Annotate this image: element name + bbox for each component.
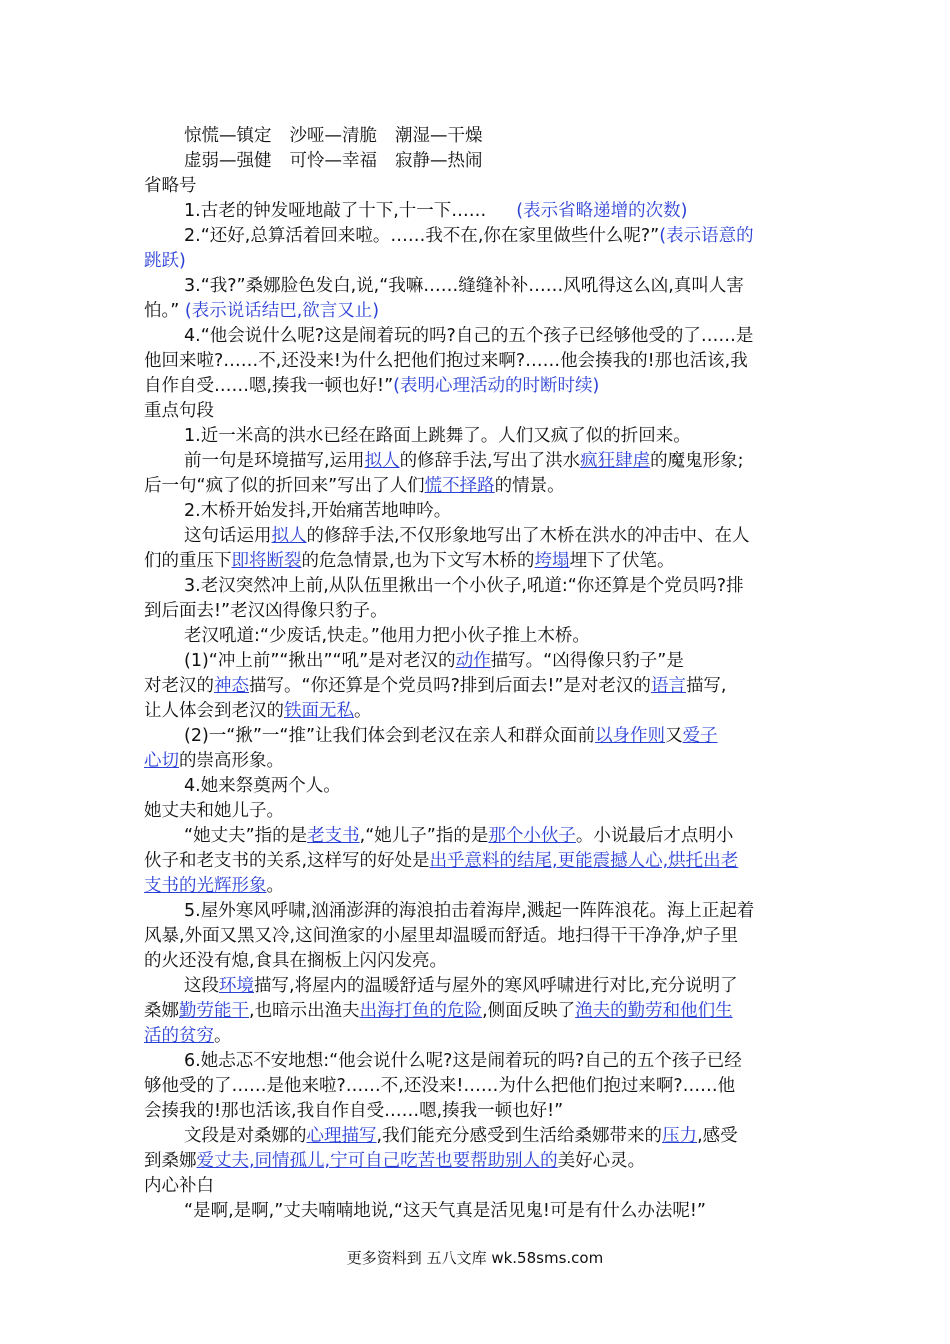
inner-monologue-line: “是啊,是啊,”丈夫喃喃地说,“这天气真是活见鬼!可是有什么办法呢!” xyxy=(184,1201,706,1221)
key-sentence-6: 6.她忐忑不安地想:“他会说什么呢?这是闹着玩的吗?自己的五个孩子已经 xyxy=(184,1051,742,1071)
ellipsis-item-4-cont: 他回来啦?……不,还没来!为什么把他们抱过来啊?……他会揍我的!那也活该,我 xyxy=(144,351,748,371)
key-sentence-3: 3.老汉突然冲上前,从队伍里揪出一个小伙子,吼道:“你还算是个党员吗?排 xyxy=(184,576,744,596)
key-sentence-1: 1.近一米高的洪水已经在路面上跳舞了。人们又疯了似的折回来。 xyxy=(184,426,691,446)
key-sentence-3-cont: 到后面去!”老汉凶得像只豹子。 xyxy=(144,601,388,621)
analysis-3-2-cont: 心切的崇高形象。 xyxy=(144,751,284,771)
analysis-3-2: (2)一“揪”一“推”让我们体会到老汉在亲人和群众面前以身作则又爱子 xyxy=(184,726,718,746)
key-sentence-6-cont: 够他受的了……是他来啦?……不,还没来!……为什么把他们抱过来啊?……他 xyxy=(144,1076,736,1096)
ellipsis-item-2: 2.“还好,总算活着回来啦。……我不在,你在家里做些什么呢?”(表示语意的 xyxy=(184,226,754,246)
key-sentence-3-cont2: 老汉吼道:“少废话,快走。”他用力把小伙子推上木桥。 xyxy=(184,626,590,646)
section-heading-key-sentences: 重点句段 xyxy=(144,401,214,421)
analysis-3-1-cont: 对老汉的神态描写。“你还算是个党员吗?排到后面去!”是对老汉的语言描写, xyxy=(144,676,727,696)
ellipsis-item-3: 3.“我?”桑娜脸色发白,说,“我嘛……缝缝补补……风吼得这么凶,真叫人害 xyxy=(184,276,744,296)
analysis-4-cont2: 支书的光辉形象。 xyxy=(144,876,284,896)
analysis-5-cont2: 活的贫穷。 xyxy=(144,1026,232,1046)
antonym-row-2: 虚弱—强健 可怜—幸福 寂静—热闹 xyxy=(184,151,483,171)
analysis-6: 文段是对桑娜的心理描写,我们能充分感受到生活给桑娜带来的压力,感受 xyxy=(184,1126,738,1146)
key-sentence-4-answer: 她丈夫和她儿子。 xyxy=(144,801,284,821)
analysis-4: “她丈夫”指的是老支书,“她儿子”指的是那个小伙子。小说最后才点明小 xyxy=(184,826,734,846)
key-sentence-6-cont2: 会揍我的!那也活该,我自作自受……嗯,揍我一顿也好!” xyxy=(144,1101,564,1121)
key-sentence-2: 2.木桥开始发抖,开始痛苦地呻吟。 xyxy=(184,501,452,521)
analysis-1-cont: 后一句“疯了似的折回来”写出了人们慌不择路的情景。 xyxy=(144,476,565,496)
ellipsis-item-4: 4.“他会说什么呢?这是闹着玩的吗?自己的五个孩子已经够他受的了……是 xyxy=(184,326,754,346)
section-heading-ellipsis: 省略号 xyxy=(144,176,197,196)
key-sentence-5-cont: 风暴,外面又黑又冷,这间渔家的小屋里却温暖而舒适。地扫得干干净净,炉子里 xyxy=(144,926,739,946)
document-body xyxy=(144,124,808,1224)
analysis-5-cont: 桑娜勤劳能干,也暗示出渔夫出海打鱼的危险,侧面反映了渔夫的勤劳和他们生 xyxy=(144,1001,733,1021)
analysis-1: 前一句是环境描写,运用拟人的修辞手法,写出了洪水疯狂肆虐的魔鬼形象; xyxy=(184,451,744,471)
key-sentence-5-cont2: 的火还没有熄,食具在搁板上闪闪发亮。 xyxy=(144,951,448,971)
analysis-6-cont: 到桑娜爱丈夫,同情孤儿,宁可自己吃苦也要帮助别人的美好心灵。 xyxy=(144,1151,646,1171)
analysis-3-1-cont2: 让人体会到老汉的铁面无私。 xyxy=(144,701,372,721)
analysis-2-cont: 们的重压下即将断裂的危急情景,也为下文写木桥的垮塌埋下了伏笔。 xyxy=(144,551,675,571)
section-heading-inner-monologue: 内心补白 xyxy=(144,1176,214,1196)
key-sentence-5: 5.屋外寒风呼啸,汹涌澎湃的海浪拍击着海岸,溅起一阵阵浪花。海上正起着 xyxy=(184,901,755,921)
analysis-3-1: (1)“冲上前”“揪出”“吼”是对老汉的动作描写。“凶得像只豹子”是 xyxy=(184,651,684,671)
analysis-4-cont: 伙子和老支书的关系,这样写的好处是出乎意料的结尾,更能震撼人心,烘托出老 xyxy=(144,851,739,871)
ellipsis-item-1: 1.古老的钟发哑地敲了十下,十一下…… (表示省略递增的次数) xyxy=(184,201,688,221)
footer-watermark: 更多资料到 五八文库 wk.58sms.com xyxy=(346,1249,604,1267)
ellipsis-item-3-cont: 怕。” (表示说话结巴,欲言又止) xyxy=(144,301,380,321)
analysis-5: 这段环境描写,将屋内的温暖舒适与屋外的寒风呼啸进行对比,充分说明了 xyxy=(184,976,738,996)
analysis-2: 这句话运用拟人的修辞手法,不仅形象地写出了木桥在洪水的冲击中、在人 xyxy=(184,526,750,546)
ellipsis-item-2-cont: 跳跃) xyxy=(144,251,186,271)
antonym-row-1: 惊慌—镇定 沙哑—清脆 潮湿—干燥 xyxy=(184,126,483,146)
key-sentence-4: 4.她来祭奠两个人。 xyxy=(184,776,341,796)
ellipsis-item-4-cont2: 自作自受……嗯,揍我一顿也好!”(表明心理活动的时断时续) xyxy=(144,376,600,396)
